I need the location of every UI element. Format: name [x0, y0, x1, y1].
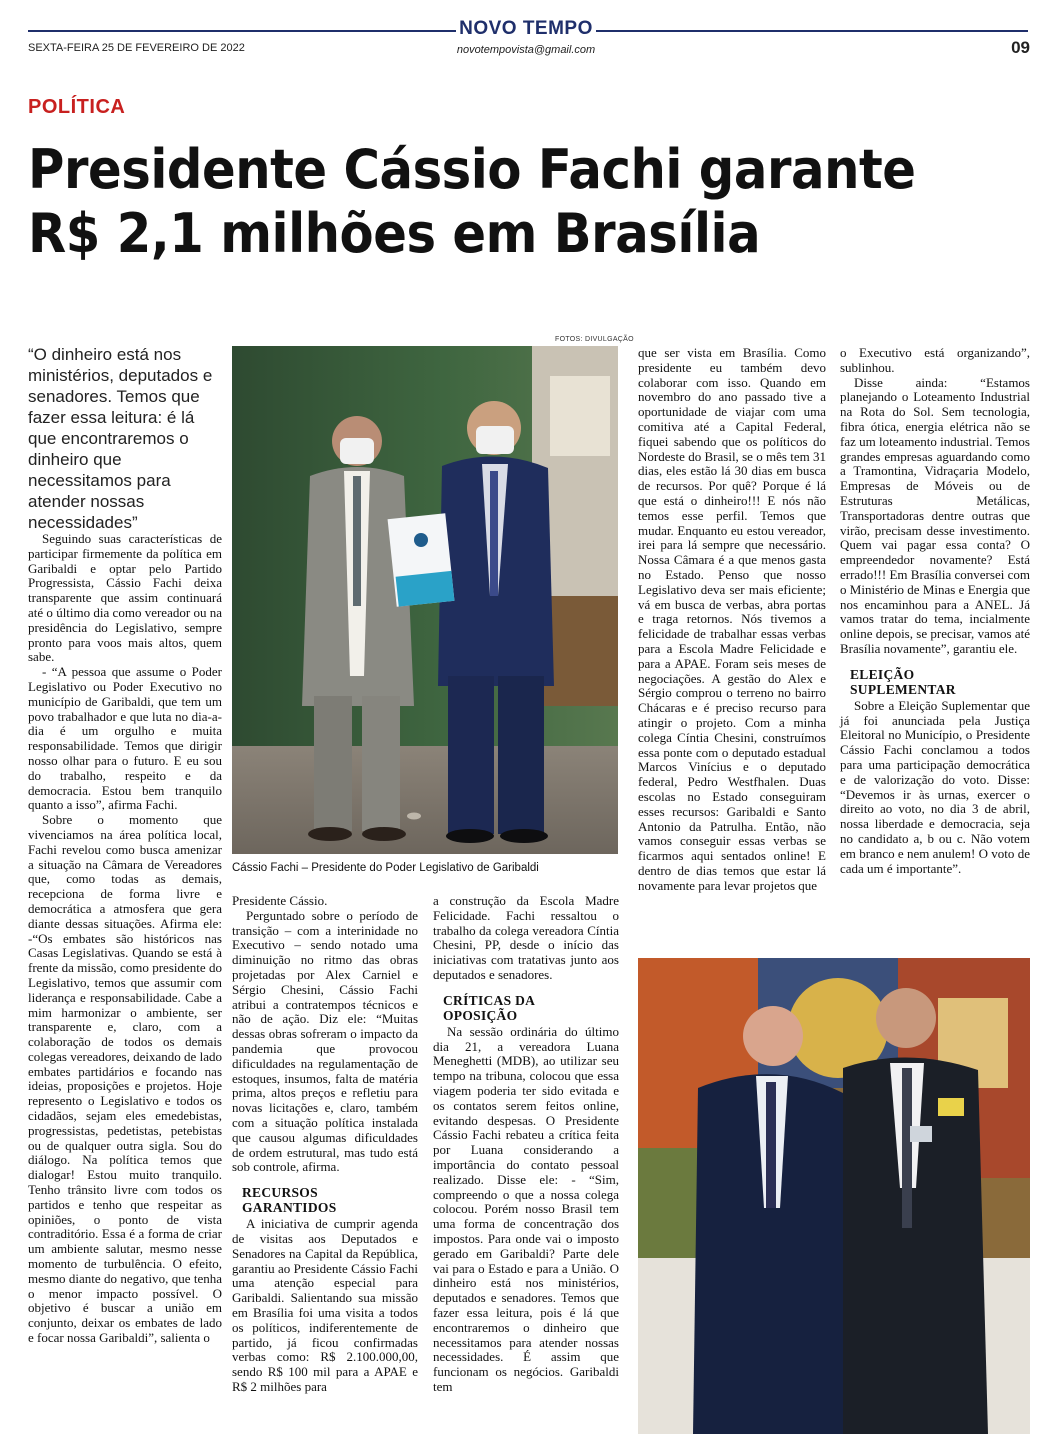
subheading-line: RECURSOS: [242, 1185, 318, 1201]
main-photo: [232, 346, 618, 854]
col2-paragraph: A iniciativa de cumprir agenda de visitas aos Deputados e Senadores na Capital da República, garantiu ao Presidente Cássio Fachi uma atenção especial para Garibaldi. Salientando sua missão em Brasília foi uma visita a todos os políticos, indiferentemente de partido, já ficou confirmadas verbas como: R$ 2.100.000,00, sendo R$ 100 mil para a APAE e R$ 2 milhões para: [232, 1216, 418, 1394]
headline-line-2: R$ 2,1 milhões em Brasília: [28, 202, 761, 265]
pull-quote: “O dinheiro está nos ministérios, deputados e senadores. Temos que fazer essa leitura: é lá que encontraremos o dinheiro que necessitamos para atender nossas necessidades”: [28, 345, 213, 532]
col5-paragraph: Disse ainda: “Estamos planejando o Loteamento Industrial na Rota do Sol. Sem tecnologia, fibra ótica, energia elétrica não se faz um loteamento industrial. Temos grandes empresas aguardando como a Tramontina, Vidraçaria Modelo, Empresas de Móveis ou de Estruturas Metálicas, Transportadoras dentre outras que virão, precisam desse investimento. Quem vai pagar essa conta? O empreendedor novamente? Está errado!!! Em Brasília conversei com o Ministério de Minas e Energia que nos encaminhou para a ANEL. Já vamos tratar do tema, incialmente online depois, se precisar, vamos até Brasília novamente”, garantiu ele.: [840, 374, 1030, 656]
col1-paragraph: Sobre o momento que vivenciamos na área política local, Fachi revelou como busca amenizar a situação na Câmara de Vereadores que, como todas as demais, recepciona de forma livre e democrática a atmosfera que gera diante dessas situações. Afirma ele: -“Os embates são históricos nas Casas Legislativas. Quando se está à frente da missão, como presidente do Legislativo, temos que assumir com liderança e responsabilidade. Cabe a mim harmonizar o ambiente, ser transparente e, claro, com a colaboração de todos os demais colegas vereadores, deixando de lado embates partidários e focando nas ideias, proposições e projetos. Hoje represento o Legislativo e todos os cidadãos, sejam eles emedebistas, progressistas, pedetistas, petebistas ou de qualquer outra sigla. Sou do diálogo. Na política temos que dialogar! Estou muito tranquilo. Tenho trânsito livre com todos os partidos e tenho que respeitar as opiniões, o ponto de vista contraditório. Essa é a forma de criar um ambiente salutar, mesmo nesse momento de turbulência. O efeito, mesmo diante do negativo, que tenha o menor impacto possível. O objetivo é buscar a união em conjunto, deixar os embates de lado e focar nossa Garibaldi”, salienta o: [28, 812, 222, 1346]
column-3: [433, 894, 619, 1395]
subheading-line: GARANTIDOS: [242, 1200, 337, 1216]
newspaper-email: novotempovista@gmail.com: [456, 44, 596, 56]
photo-credit: FOTOS: DIVULGAÇÃO: [555, 336, 634, 343]
col3-paragraph: Na sessão ordinária do último dia 21, a vereadora Luana Meneghetti (MDB), ao utilizar seu tempo na tribuna, colocou que essa viagem poderia ter sido evitada e os contatos serem feitos online, evitando despesas. O Presidente Cássio Fachi rebateu a crítica feita por Luana considerando a importância do contato pessoal realizado. Disse ele: - “Sim, compreendo o que a nossa colega colocou. Porém nosso Brasil tem uma forma de concentração dos impostos. Para onde vai o imposto gerado em Garibaldi? Parte dele vai para o Estado e para a União. O dinheiro está nos ministérios, deputados e senadores. Temos que fazer essa leitura, pois é lá que encontraremos o dinheiro que necessitamos para atender nossas necessidades. É assim que funcionam os negócios. Garibaldi tem: [433, 1023, 619, 1394]
column-5: [840, 346, 1030, 876]
issue-date: SEXTA-FEIRA 25 DE FEVEREIRO DE 2022: [28, 42, 245, 54]
column-2: [232, 894, 418, 1395]
subheading-criticas: [443, 993, 619, 1023]
col1-paragraph: - “A pessoa que assume o Poder Legislativo ou Poder Executivo no município de Garibaldi, que tem um povo trabalhador e que luta no dia-a-dia é um orgulho e muita responsabilidade. Temos que dirigir nosso olhar para o futuro. E eu sou do trabalho, respeito e da democracia. Estou bem tranquilo quanto a isso”, afirma Fachi.: [28, 664, 222, 813]
subheading-line: OPOSIÇÃO: [443, 1007, 518, 1023]
page-number: 09: [1011, 38, 1030, 57]
col2-paragraph: Presidente Cássio.: [232, 893, 328, 908]
article-headline: [28, 138, 957, 266]
subheading-line: CRÍTICAS DA: [443, 992, 536, 1008]
subheading-line: ELEIÇÃO: [850, 666, 915, 682]
newspaper-title: NOVO TEMPO: [459, 18, 593, 39]
headline-line-1: Presidente Cássio Fachi garante: [28, 138, 916, 201]
section-label: POLÍTICA: [28, 96, 126, 118]
subheading-eleicao: [850, 667, 1030, 697]
col5-paragraph: Sobre a Eleição Suplementar que já foi anunciada pela Justiça Eleitoral no Município, o Presidente Cássio Fachi conclamou a todos para uma participação democrática e de valorização do voto. Disse: “Devemos ir às urnas, exercer o direito ao voto, no dia 3 de abril, nossa liberdade e democracia, seja no candidato a, b ou c. Não votem em branco e nem anulem! O voto de cada um é importante”.: [840, 697, 1030, 876]
column-1: [28, 532, 222, 1346]
photo-caption: Cássio Fachi – Presidente do Poder Legislativo de Garibaldi: [232, 862, 539, 874]
photo-two-men-mural: [638, 958, 1030, 1434]
photo-two-men-office: [232, 346, 618, 854]
subheading-recursos: [242, 1185, 418, 1215]
secondary-photo: [638, 958, 1030, 1434]
column-4: [638, 346, 826, 893]
col3-paragraph: a construção da Escola Madre Felicidade. Fachi ressaltou o trabalho da colega vereadora Cíntia Chesini, PP, desde o início das iniciativas com tratativas junto aos deputados e senadores.: [433, 893, 619, 982]
col4-paragraph: que ser vista em Brasília. Como presidente eu também devo colaborar com isso. Quando em novembro do ano passado tive a oportunidade de viajar com uma comitiva até a Capital Federal, fiquei sabendo que os políticos do Nordeste do Brasil, se o mês tem 31 dias, eles estão lá 30 dias em busca de recursos. Por quê? Porque é lá que está o dinheiro!!! E nós não temos esse perfil. Temos que mudar. Enquanto eu estou vereador, irei para lá sempre que necessário. Nossa Câmara é a que menos gasta no Estado. Penso que nosso Legislativo deva ser mais eficiente; vá em busca de verbas, abra portas e traga retornos. Nós tivemos a felicidade de trabalhar essas verbas para a Escola Madre Felicidade e para a APAE. Foram seis meses de negociações. A gestão do Alex e Sérgio comprou o terreno no bairro Chácaras e é preciso recurso para atingir o projeto. Com a minha colega Cíntia Chesini, construímos essa ponte com o deputado estadual Marcos Vinícius e o deputado federal, Pedro Westfhalen. Duas escolas no Estado conseguiram esses recursos: Garibaldi e Santo Antonio da Patrulha. Então, não vamos conseguir essas verbas se ficarmos aqui sentados online! E dentro de dias temos que estar lá novamente para levar projetos que: [638, 345, 826, 893]
col2-paragraph: Perguntado sobre o período de transição – com a interinidade no Executivo – sendo notado uma diminuição no ritmo das obras projetadas por Alex Carniel e Sérgio Chesini, Cássio Fachi atribui a contratempos técnicos e não de ação. Diz ele: “Muitas dessas obras sofreram o impacto da pandemia que provocou dificuldades na regulamentação de estoques, insumos, falta de matéria prima, altos preços e refletiu para novas licitações e, claro, também com a situação política instalada que causou algumas dificuldades de ordem estrutural, mas tudo está sob controle, afirma.: [232, 907, 418, 1175]
col5-paragraph: o Executivo está organizando”, sublinhou.: [840, 345, 1030, 375]
subheading-line: SUPLEMENTAR: [850, 681, 956, 697]
col1-paragraph: Seguindo suas características de participar firmemente da política em Garibaldi e optar pelo Partido Progressista, Cássio Fachi deixa transparente que assim continuará até o último dia como vereador ou na presidência do Legislativo, sempre pronto para voos mais altos, quem sabe.: [28, 531, 222, 665]
